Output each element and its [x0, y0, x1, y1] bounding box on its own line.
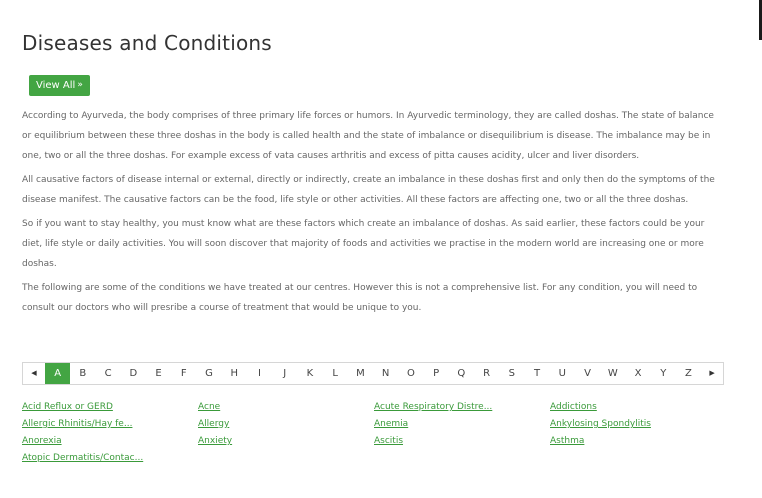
- letter-f[interactable]: F: [180, 368, 187, 379]
- condition-link[interactable]: Acne: [198, 402, 221, 412]
- letter-c[interactable]: C: [104, 368, 112, 379]
- condition-link[interactable]: Atopic Dermatitis/Contac...: [22, 453, 144, 463]
- letter-m[interactable]: M: [356, 368, 365, 379]
- letter-j[interactable]: J: [283, 368, 287, 379]
- letter-s[interactable]: S: [508, 368, 516, 379]
- intro-paragraph: All causative factors of disease internal or external, directly or indirectly, create an imbalance in these doshas first and only then do the symptoms of the disease manifest. The causative factors can be the food, life style or other activities. All these factors are affecting one, two or all the three doshas.: [22, 175, 715, 205]
- letter-k[interactable]: K: [306, 368, 314, 379]
- letter-e[interactable]: E: [155, 368, 162, 379]
- condition-link[interactable]: Anorexia: [22, 436, 62, 446]
- next-letter-arrow-icon[interactable]: ▶: [709, 369, 715, 377]
- letter-t[interactable]: T: [534, 368, 541, 379]
- letter-b[interactable]: B: [79, 368, 87, 379]
- double-chevron-right-icon: »: [77, 80, 83, 90]
- alphabet-filter: [22, 362, 724, 385]
- conditions-list: [22, 400, 724, 465]
- letter-p[interactable]: P: [433, 368, 440, 379]
- condition-link[interactable]: Acid Reflux or GERD: [22, 402, 113, 412]
- letter-q[interactable]: Q: [457, 368, 466, 379]
- condition-link[interactable]: Addictions: [550, 402, 597, 412]
- intro-paragraph: According to Ayurveda, the body comprises of three primary life forces or humors. In Ayurvedic terminology, they are called doshas. The state of balance or equilibrium between these three doshas in the body is called health and the state of imbalance or disequilibrium is disease. The imbalance may be in one, two or all the three doshas. For example excess of vata causes arthritis and excess of pitta causes acidity, ulcer and liver disorders.: [22, 111, 714, 161]
- letter-x[interactable]: X: [634, 368, 642, 379]
- condition-link[interactable]: Asthma: [550, 436, 585, 446]
- letter-g[interactable]: G: [205, 368, 213, 379]
- letter-w[interactable]: W: [607, 368, 618, 379]
- condition-link[interactable]: Anxiety: [198, 436, 233, 446]
- intro-text: [22, 106, 722, 322]
- letter-h[interactable]: H: [230, 368, 239, 379]
- letter-l[interactable]: L: [332, 368, 338, 379]
- view-all-label: View All: [36, 80, 76, 91]
- condition-link[interactable]: Allergic Rhinitis/Hay fe...: [22, 419, 133, 429]
- letter-n[interactable]: N: [381, 368, 390, 379]
- view-all-button[interactable]: [29, 75, 90, 96]
- letter-u[interactable]: U: [558, 368, 566, 379]
- intro-paragraph: The following are some of the conditions we have treated at our centres. However this is not a comprehensive list. For any condition, you will need to consult our doctors who will presribe a course of treatment that would be unique to you.: [22, 283, 698, 313]
- condition-link[interactable]: Acute Respiratory Distre...: [374, 402, 493, 412]
- prev-letter-arrow-icon[interactable]: ◀: [31, 369, 37, 377]
- letter-v[interactable]: V: [584, 368, 591, 379]
- page-title: Diseases and Conditions: [22, 31, 272, 55]
- letter-z[interactable]: Z: [685, 368, 692, 379]
- letter-o[interactable]: O: [406, 368, 415, 379]
- letter-a[interactable]: A: [45, 363, 70, 384]
- condition-link[interactable]: Ankylosing Spondylitis: [550, 419, 651, 429]
- letter-y[interactable]: Y: [660, 368, 667, 379]
- letter-r[interactable]: R: [483, 368, 491, 379]
- letter-d[interactable]: D: [129, 368, 138, 379]
- condition-link[interactable]: Ascitis: [374, 436, 404, 446]
- condition-link[interactable]: Allergy: [198, 419, 230, 429]
- letter-i[interactable]: I: [258, 368, 261, 379]
- intro-paragraph: So if you want to stay healthy, you must know what are these factors which create an imbalance of doshas. As said earlier, these factors could be your diet, life style or daily activities. You will soon discover that majority of foods and activities we practise in the modern world are increasing one or more doshas.: [22, 219, 705, 269]
- condition-link[interactable]: Anemia: [374, 419, 409, 429]
